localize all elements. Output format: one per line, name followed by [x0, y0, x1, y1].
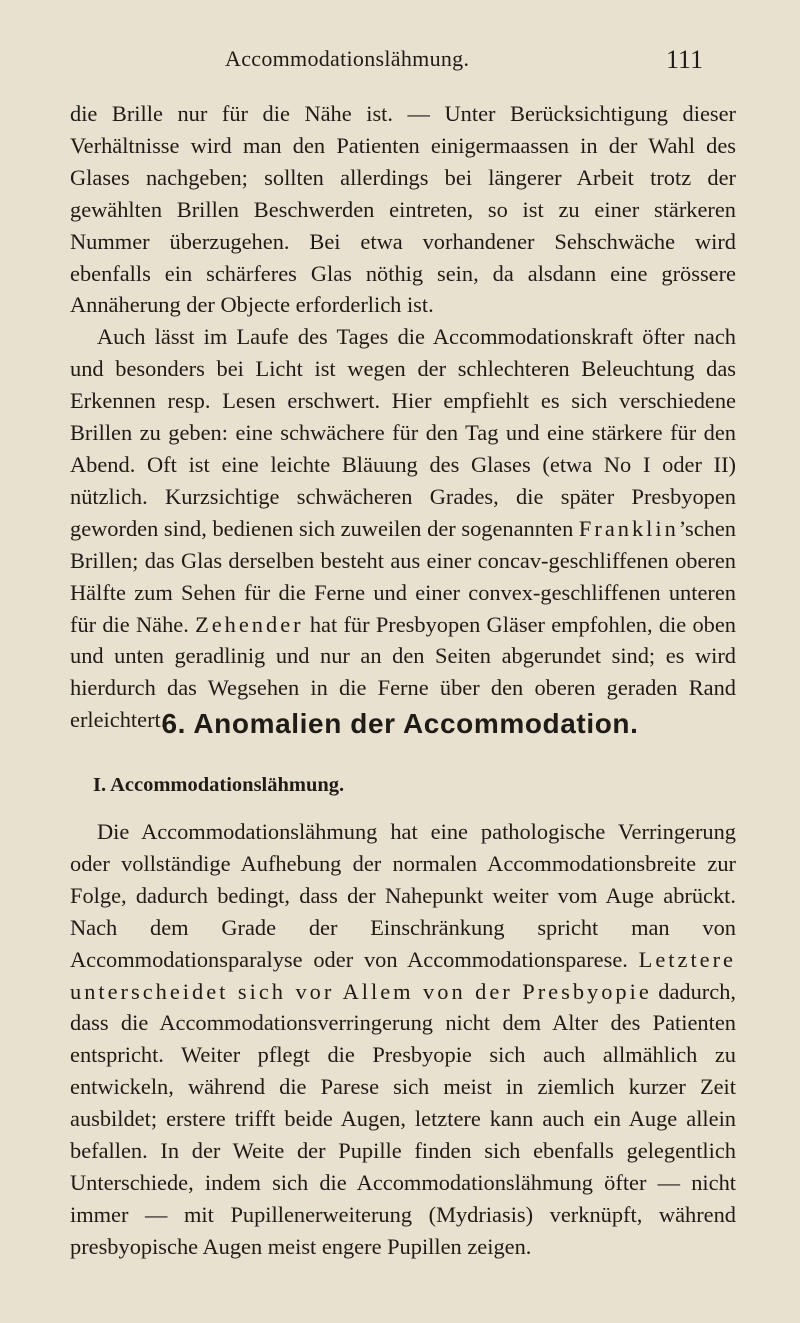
section-heading: 6. Anomalien der Accommodation. [161, 708, 639, 739]
text-block-bottom [70, 816, 736, 1263]
paragraph-2-part-a: Auch lässt im Laufe des Tages die Accommodationskraft öfter nach und besonders bei Licht ist wegen der schlechteren Beleuchtung das Erkennen resp. Lesen erschwert. Hier empfiehlt es sich verschiedene Brillen zu geben: eine schwächere für den Tag und eine stärkere für den Abend. Oft ist eine leichte Bläuung des Glases (etwa No I oder II) nützlich. Kurzsichtige schwächeren Grades, die später Presbyopen geworden sind, bedienen sich zuweilen der sogenannten [70, 324, 736, 541]
running-title: Accommodationslähmung. [225, 46, 470, 71]
paragraph-1: die Brille nur für die Nähe ist. — Unter Berücksichtigung dieser Verhältnisse wird man den Patienten einigermaassen in der Wahl des Glases nachgeben; sollten allerdings bei längerer Arbeit trotz der gewählten Brillen Beschwerden eintreten, so ist zu einer stärkeren Nummer überzugehen. Bei etwa vorhandener Sehschwäche wird ebenfalls ein schärferes Glas nöthig sein, da alsdann eine grössere Annäherung der Objecte erforderlich ist. [70, 101, 736, 318]
name-zehender: Zehender [195, 611, 304, 637]
subsection-heading: I. Accommodationslähmung. [93, 774, 345, 796]
paragraph-2-part-c: hat für Presbyopen Gläser empfohlen, die oben und unten geradlinig und nur an den Seiten abgerundet sind; es wird hierdurch das Wegsehen in die Ferne über den oberen geraden Rand erleichtert. [70, 611, 736, 733]
running-header [0, 46, 800, 86]
paragraph-2-part-b: ’schen Brillen; das Glas derselben besteht aus einer concav-geschliffenen oberen Hälfte zum Sehen für die Ferne und einer convex-geschliffenen unteren für die Nähe. [70, 515, 736, 637]
text-block-top [70, 98, 736, 736]
page-number: 111 [666, 45, 704, 74]
name-franklin: Franklin [578, 515, 679, 541]
paragraph-3 [70, 816, 736, 1263]
paragraph-2 [70, 321, 736, 736]
emphasis-spaced: Letztere unterscheidet sich vor Allem von der Presbyopie [70, 946, 736, 1004]
paragraph-3-part-a: Die Accommodationslähmung hat eine pathologische Verringerung oder vollständige Aufhebung der normalen Accommodationsbreite zur Folge, dadurch bedingt, dass der Nahepunkt weiter vom Auge abrückt. Nach dem Grade der Einschränkung spricht man von Accommodationsparalyse oder von Accommodationsparese. [70, 819, 736, 972]
paragraph-3-part-b: dadurch, dass die Accommodationsverringerung nicht dem Alter des Patienten entspricht. Weiter pflegt die Presbyopie sich auch allmählich zu entwickeln, während die Parese sich meist in ziemlich kurzer Zeit ausbildet; erstere trifft beide Augen, letztere kann auch ein Auge allein befallen. In der Weite der Pupille finden sich ebenfalls gelegentlich Unterschiede, indem sich die Accommodationslähmung öfter — nicht immer — mit Pupillenerweiterung (Mydriasis) verknüpft, während presbyopische Augen meist engere Pupillen zeigen. [70, 978, 736, 1259]
